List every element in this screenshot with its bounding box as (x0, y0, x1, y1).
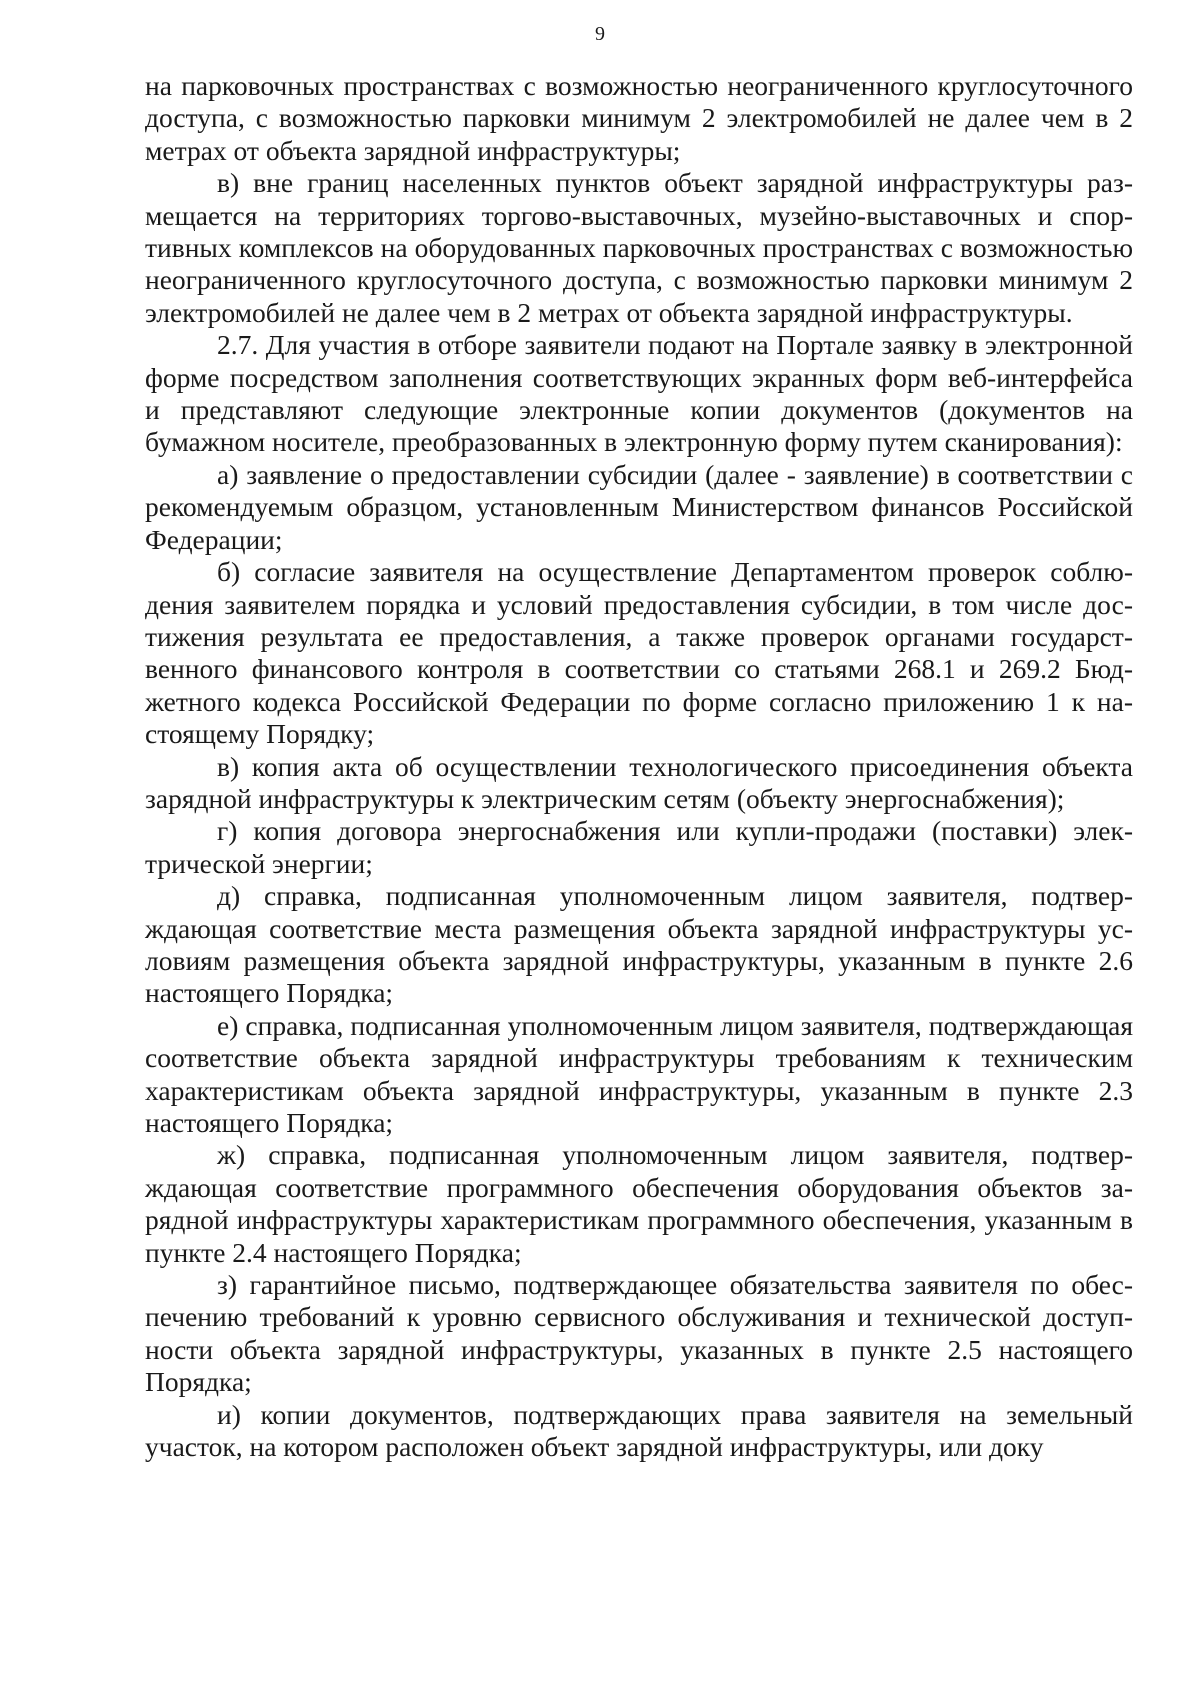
paragraph-item-e: е) справка, подписанная уполномоченным лицом заявителя, подтверждающая соответствие объекта зарядной инфраструктуры требованиям к техническим характеристикам объекта зарядной инфраструктуры, указанным в пункте 2.3 настоящего Порядка; (145, 1009, 1133, 1138)
paragraph-item-z: з) гарантийное письмо, подтверждающее обязательства заявителя по обеспечению требований к уровню сервисного обслуживания и технической доступности объекта зарядной инфраструктуры, указанных в пункте 2.5 настоящего Порядка; (145, 1269, 1133, 1398)
paragraph-continuation: на парковочных пространствах с возможностью неограниченного круглосуточного доступа, с возможностью парковки минимум 2 электромобилей не далее чем в 2 метрах от объекта зарядной инфраструктуры; (145, 70, 1133, 166)
paragraph-item-b: б) согласие заявителя на осуществление Департаментом проверок соблюдения заявителем порядка и условий предоставления субсидии, в том числе достижения результата ее предоставления, а также проверок органами государственного финансового контроля в соответствии со статьями 268.1 и 269.2 Бюджетного кодекса Российской Федерации по форме согласно приложению 1 к настоящему Порядку; (145, 556, 1133, 750)
paragraph-item-i: и) копии документов, подтверждающих права заявителя на земельный участок, на котором расположен объект зарядной инфраструктуры, или доку (145, 1398, 1133, 1463)
paragraph-2-7: 2.7. Для участия в отборе заявители подают на Портале заявку в электронной форме посредством заполнения соответствующих экранных форм веб-интерфейса и представляют следующие электронные копии документов (документов на бумажном носителе, преобразованных в электронную форму путем сканирования): (145, 329, 1133, 458)
paragraph-item-g: г) копия договора энергоснабжения или купли-продажи (поставки) электрической энергии; (145, 815, 1133, 879)
paragraph-item-zh: ж) справка, подписанная уполномоченным лицом заявителя, подтверждающая соответствие программного обеспечения оборудования объектов зарядной инфраструктуры характеристикам программного обеспечения, указанным в пункте 2.4 настоящего Порядка; (145, 1139, 1133, 1268)
paragraph-item-a: а) заявление о предоставлении субсидии (далее - заявление) в соответствии с рекомендуемым образцом, установленным Министерством финансов Российской Федерации; (145, 458, 1133, 555)
document-body (145, 70, 1133, 1463)
paragraph-item-v2: в) копия акта об осуществлении технологического присоединения объекта зарядной инфраструктуры к электрическим сетям (объекту энергоснабжения); (145, 750, 1133, 814)
paragraph-item-v: в) вне границ населенных пунктов объект зарядной инфраструктуры размещается на территориях торгово-выставочных, музейно-выставочных и спортивных комплексов на оборудованных парковочных пространствах с возможностью неограниченного круглосуточного доступа, с возможностью парковки минимум 2 электромобилей не далее чем в 2 метрах от объекта зарядной инфраструктуры. (145, 167, 1133, 328)
paragraph-item-d: д) справка, подписанная уполномоченным лицом заявителя, подтверждающая соответствие места размещения объекта зарядной инфраструктуры условиям размещения объекта зарядной инфраструктуры, указанным в пункте 2.6 настоящего Порядка; (145, 880, 1133, 1009)
page-number: 9 (595, 23, 605, 45)
